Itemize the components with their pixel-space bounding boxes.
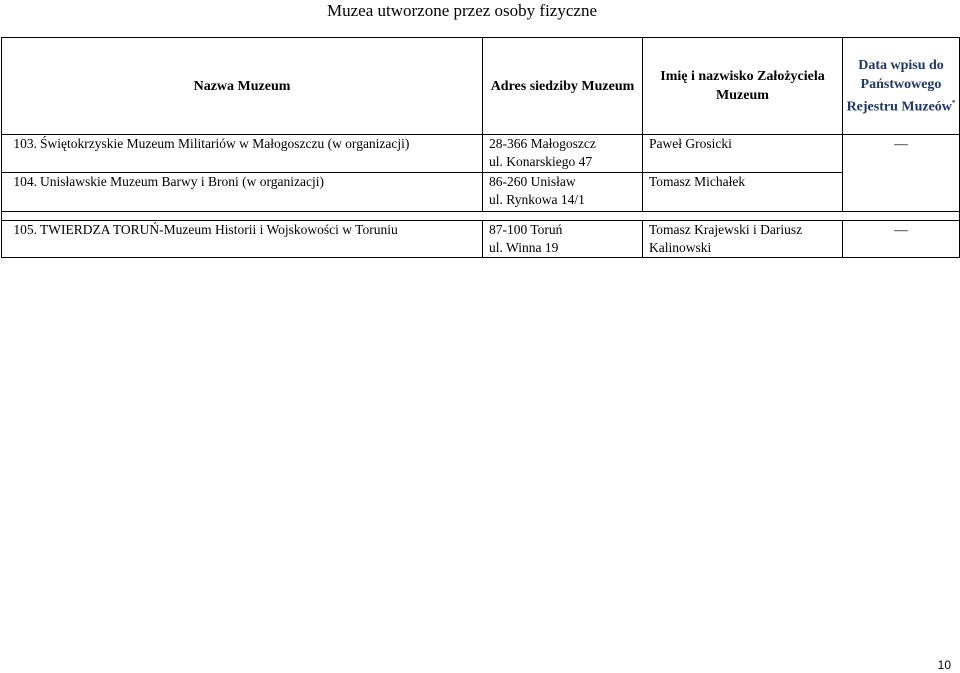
address-line-2: ul. Rynkowa 14/1 xyxy=(489,192,585,207)
address-line-1: 28-366 Małogoszcz xyxy=(489,136,596,151)
founder-name: Tomasz Michałek xyxy=(649,174,746,189)
museum-name-cell xyxy=(2,173,483,212)
header-museum-name: Nazwa Muzeum xyxy=(2,38,483,135)
footnote-mark: * xyxy=(951,98,956,107)
row-number: 105. xyxy=(13,222,37,237)
header-registry-date xyxy=(843,38,960,135)
founder-cell xyxy=(643,221,843,258)
header-registry-text: Data wpisu do Państwowego Rejestru Muzeów xyxy=(846,57,952,115)
museum-name-cell xyxy=(2,135,483,173)
founder-cell xyxy=(643,135,843,173)
row-number: 103. xyxy=(13,136,37,151)
registry-date-cell: — xyxy=(843,135,960,212)
address-cell xyxy=(483,221,643,258)
museum-name: TWIERDZA TORUŃ-Muzeum Historii i Wojskowości w Toruniu xyxy=(40,222,398,237)
museum-name-cell xyxy=(2,221,483,258)
museum-name: Unisławskie Muzeum Barwy i Broni (w organizacji) xyxy=(40,174,324,189)
address-line-1: 87-100 Toruń xyxy=(489,222,563,237)
spacer-cell xyxy=(2,212,960,221)
page-number: 10 xyxy=(937,658,951,672)
table-row xyxy=(2,173,960,212)
museum-name: Świętokrzyskie Muzeum Militariów w Małogoszczu (w organizacji) xyxy=(40,136,410,151)
spacer-row xyxy=(2,212,960,221)
address-cell xyxy=(483,173,643,212)
header-address: Adres siedziby Muzeum xyxy=(483,38,643,135)
row-number: 104. xyxy=(13,174,37,189)
address-line-2: ul. Konarskiego 47 xyxy=(489,154,593,169)
table-row xyxy=(2,221,960,258)
founder-name: Tomasz Krajewski i Dariusz Kalinowski xyxy=(649,222,803,255)
registry-date-cell: — xyxy=(843,221,960,258)
page-title: Muzea utworzone przez osoby fizyczne xyxy=(327,1,597,20)
museums-table xyxy=(1,37,960,258)
header-founder: Imię i nazwisko Założyciela Muzeum xyxy=(643,38,843,135)
table-header-row xyxy=(2,38,960,135)
founder-name: Paweł Grosicki xyxy=(649,136,732,151)
address-cell xyxy=(483,135,643,173)
address-line-2: ul. Winna 19 xyxy=(489,240,559,255)
table-row xyxy=(2,135,960,173)
address-line-1: 86-260 Unisław xyxy=(489,174,576,189)
founder-cell xyxy=(643,173,843,212)
